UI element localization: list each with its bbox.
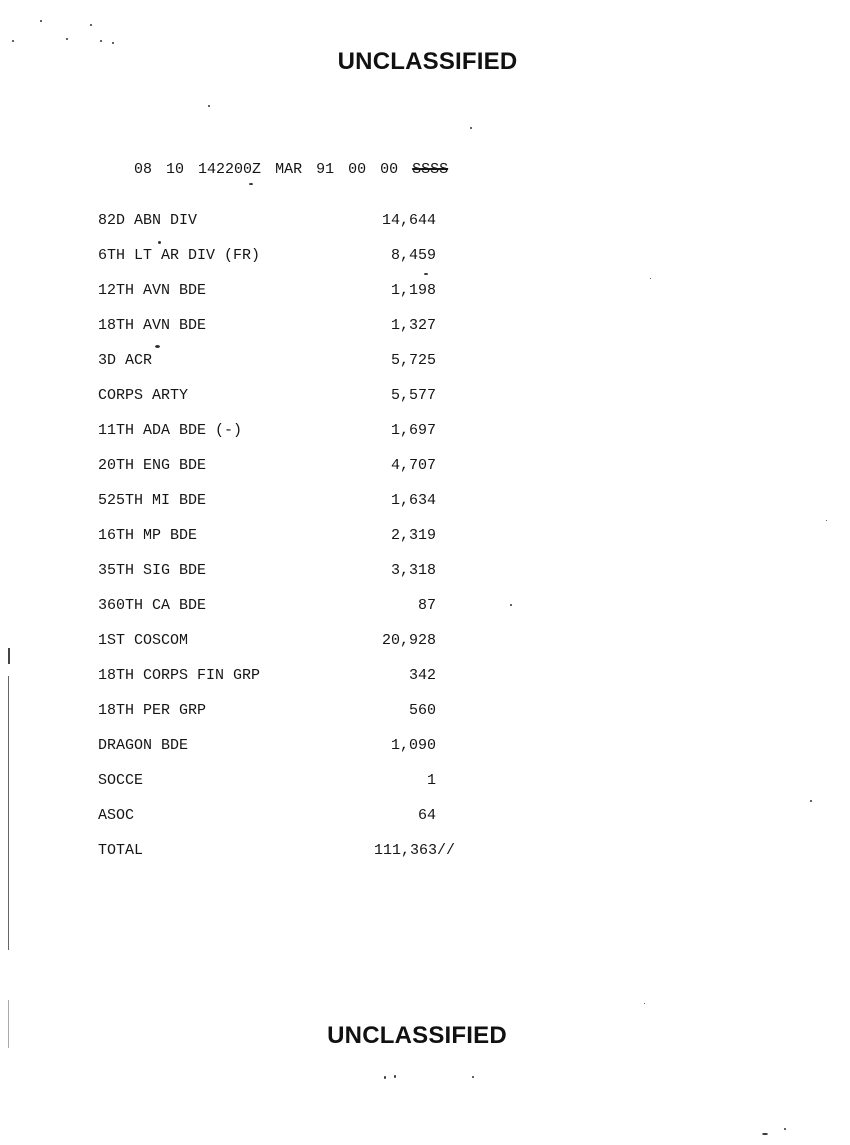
scan-speck xyxy=(810,800,812,802)
unit-name: 16TH MP BDE xyxy=(98,527,198,544)
scan-speck xyxy=(66,38,68,40)
unit-strength-table xyxy=(98,212,498,877)
unit-name: 3D ACR xyxy=(98,352,153,369)
personnel-count: 1,090 xyxy=(390,737,436,754)
personnel-count: 20,928 xyxy=(381,632,436,649)
total-count: 111,363// xyxy=(373,842,455,859)
classification-marking-bottom: UNCLASSIFIED xyxy=(327,1022,507,1049)
scan-speck xyxy=(644,1003,645,1004)
personnel-count: 8,459 xyxy=(390,247,436,264)
unit-name: 18TH PER GRP xyxy=(98,702,207,719)
table-row xyxy=(98,562,498,597)
scan-speck xyxy=(90,24,92,26)
personnel-count: 1,697 xyxy=(390,422,436,439)
scan-speck xyxy=(249,183,253,185)
scan-speck xyxy=(155,345,160,348)
table-row xyxy=(98,247,498,282)
personnel-count: 5,577 xyxy=(390,387,436,404)
table-row xyxy=(98,667,498,702)
table-row xyxy=(98,492,498,527)
unit-name: 12TH AVN BDE xyxy=(98,282,207,299)
scan-margin-line xyxy=(8,1000,9,1048)
personnel-count: 1,634 xyxy=(390,492,436,509)
personnel-count: 14,644 xyxy=(381,212,436,229)
table-row xyxy=(98,352,498,387)
scan-speck xyxy=(100,40,102,42)
table-row xyxy=(98,457,498,492)
table-row xyxy=(98,597,498,632)
scan-speck xyxy=(424,273,428,275)
personnel-count: 560 xyxy=(408,702,436,719)
personnel-count: 1 xyxy=(426,772,436,789)
header-token: MAR xyxy=(275,161,303,178)
table-row xyxy=(98,632,498,667)
message-header-line xyxy=(98,144,448,195)
header-token: 142200Z xyxy=(198,161,262,178)
personnel-count: 342 xyxy=(408,667,436,684)
unit-name: 6TH LT AR DIV (FR) xyxy=(98,247,261,264)
personnel-count: 1,327 xyxy=(390,317,436,334)
table-row xyxy=(98,422,498,457)
unit-name: ASOC xyxy=(98,807,135,824)
unit-name: CORPS ARTY xyxy=(98,387,189,404)
scan-speck xyxy=(40,20,42,22)
header-token: 10 xyxy=(166,161,185,178)
table-row xyxy=(98,807,498,842)
header-token: 91 xyxy=(316,161,335,178)
scan-speck xyxy=(112,42,114,44)
scan-speck xyxy=(826,520,827,521)
table-row xyxy=(98,772,498,807)
scan-speck xyxy=(208,105,210,107)
personnel-count: 4,707 xyxy=(390,457,436,474)
table-row xyxy=(98,387,498,422)
personnel-count: 5,725 xyxy=(390,352,436,369)
unit-name: 1ST COSCOM xyxy=(98,632,189,649)
scan-speck xyxy=(158,241,161,244)
table-row xyxy=(98,737,498,772)
unit-name: 20TH ENG BDE xyxy=(98,457,207,474)
unit-name: 18TH CORPS FIN GRP xyxy=(98,667,261,684)
table-row xyxy=(98,702,498,737)
personnel-count: 2,319 xyxy=(390,527,436,544)
table-row xyxy=(98,527,498,562)
scan-margin-line xyxy=(8,676,9,950)
personnel-count: 87 xyxy=(417,597,436,614)
total-label: TOTAL xyxy=(98,842,144,859)
header-token: 08 xyxy=(134,161,153,178)
scan-margin-line xyxy=(8,648,10,664)
unit-name: DRAGON BDE xyxy=(98,737,189,754)
header-token: 00 xyxy=(348,161,367,178)
personnel-count: 1,198 xyxy=(390,282,436,299)
unit-name: 525TH MI BDE xyxy=(98,492,207,509)
scan-speck xyxy=(394,1075,396,1078)
unit-name: 360TH CA BDE xyxy=(98,597,207,614)
scan-speck xyxy=(762,1133,768,1135)
total-row xyxy=(98,842,498,877)
scan-speck xyxy=(470,127,472,129)
classification-marking-top: UNCLASSIFIED xyxy=(337,48,518,75)
header-token: 00 xyxy=(380,161,399,178)
unit-name: SOCCE xyxy=(98,772,144,789)
scan-speck xyxy=(384,1076,386,1079)
scan-speck xyxy=(650,278,651,279)
unit-name: 35TH SIG BDE xyxy=(98,562,207,579)
scan-speck xyxy=(784,1128,786,1130)
scan-speck xyxy=(472,1076,474,1078)
personnel-count: 64 xyxy=(417,807,436,824)
struck-through-token: SSSS xyxy=(412,161,449,178)
table-row xyxy=(98,282,498,317)
unit-name: 82D ABN DIV xyxy=(98,212,198,229)
personnel-count: 3,318 xyxy=(390,562,436,579)
scan-speck xyxy=(12,40,14,42)
scan-speck xyxy=(510,604,512,606)
unit-name: 11TH ADA BDE (-) xyxy=(98,422,243,439)
unit-name: 18TH AVN BDE xyxy=(98,317,207,334)
